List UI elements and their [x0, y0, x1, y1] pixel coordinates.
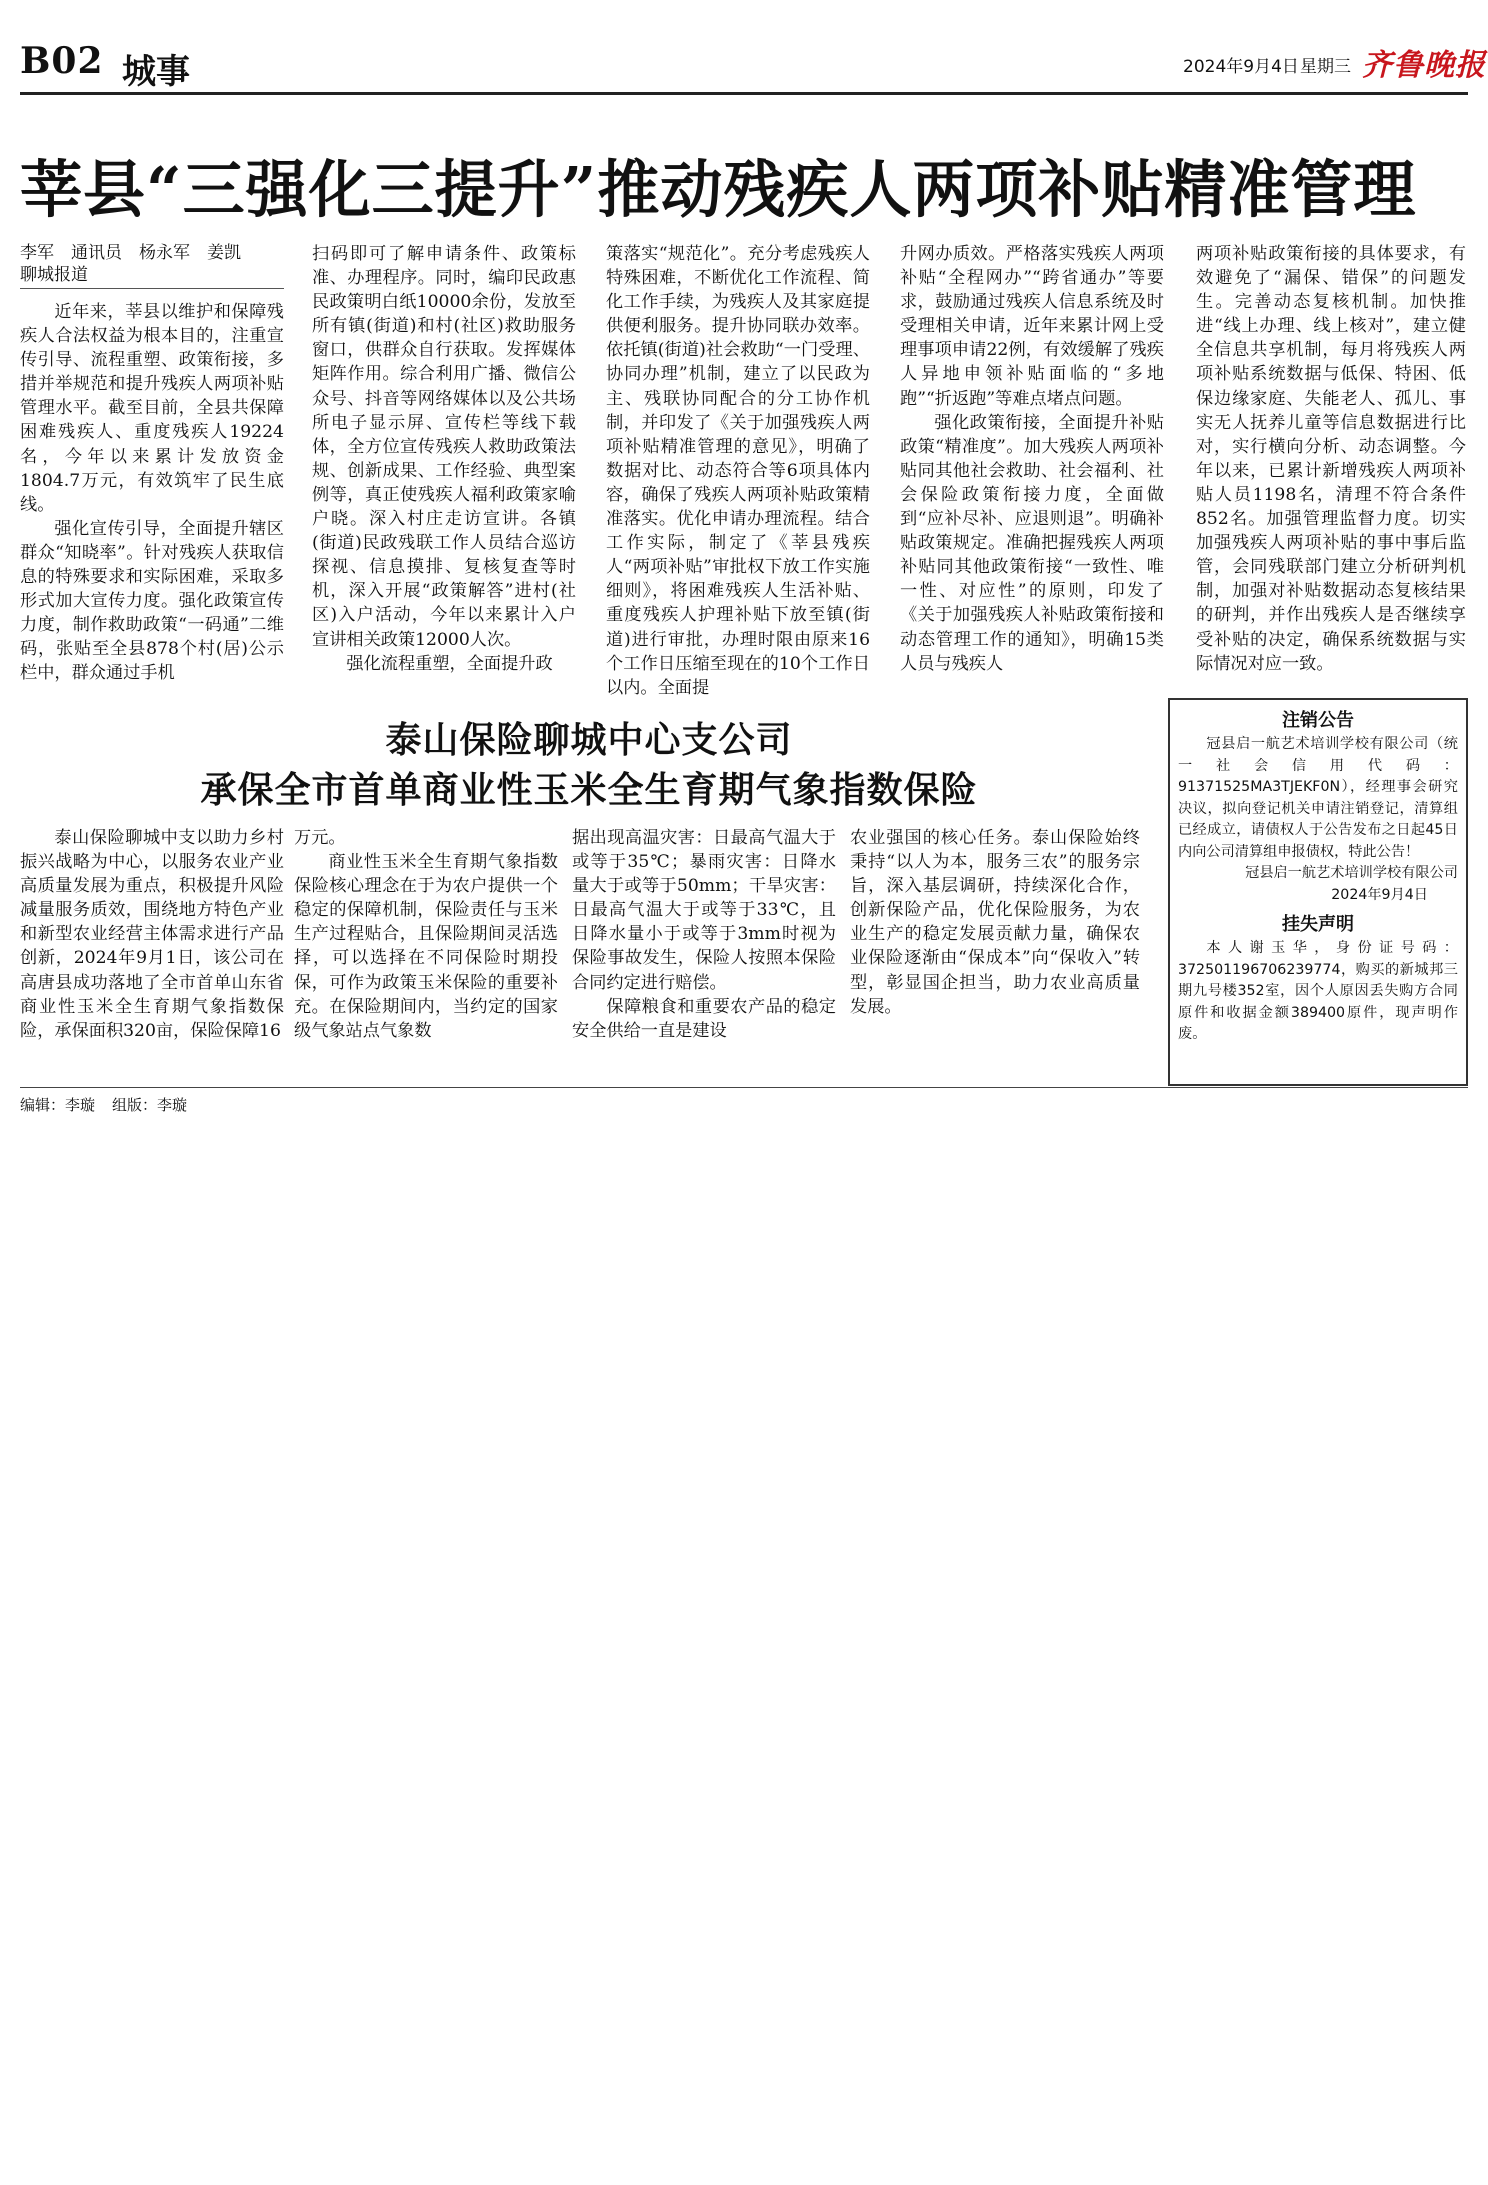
lost-notice-body: [1178, 938, 1458, 1046]
cancellation-notice-body: [1178, 734, 1458, 863]
article-column: [294, 826, 558, 1076]
paragraph: 策落实“规范化”。充分考虑残疾人特殊困难，不断优化工作流程、简化工作手续，为残疾人及其家庭提供便利服务。提升协同联办效率。依托镇(街道)社会救助“一门受理、协同办理”机制，建立了以民政为主、残联协同配合的分工协作机制，并印发了《关于加强残疾人两项补贴精准管理的意见》，明确了数据对比、动态符合等6项具体内容，确保了残疾人两项补贴政策精准落实。优化申请办理流程。结合工作实际，制定了《莘县残疾人“两项补贴”审批权下放工作实施细则》，将困难残疾人生活补贴、重度残疾人护理补贴下放至镇(街道)进行审批，办理时限由原来16个工作日压缩至现在的10个工作日以内。全面提: [606, 244, 870, 698]
paragraph: 两项补贴政策衔接的具体要求，有效避免了“漏保、错保”的问题发生。完善动态复核机制。加快推进“线上办理、线上核对”，建立健全信息共享机制，每月将残疾人两项补贴系统数据与低保、特困、低保边缘家庭、失能老人、孤儿、事实无人抚养儿童等信息数据进行比对，实行横向分析、动态调整。今年以来，已累计新增残疾人两项补贴人员1198名，清理不符合条件852名。加强管理监督力度。切实加强残疾人两项补贴的事中事后监管，会同残联部门建立分析研判机制，加强对补贴数据动态复核结果的研判，并作出残疾人是否继续享受补贴的决定，确保系统数据与实际情况对应一致。: [1196, 244, 1466, 674]
cancellation-notice-signer: 冠县启一航艺术培训学校有限公司: [1245, 865, 1458, 881]
paragraph: 商业性玉米全生育期气象指数保险核心理念在于为农户提供一个稳定的保障机制，保险责任与玉米生产过程贴合，且保险期间灵活选择，可以选择在不同保险时期投保，可作为政策玉米保险的重要补充。在保险期间内，当约定的国家级气象站点气象数: [294, 852, 558, 1041]
paragraph: 万元。: [294, 828, 346, 848]
article-headline-line2: 承保全市首单商业性玉米全生育期气象指数保险: [200, 769, 978, 811]
article-headline: 莘县“三强化三提升”推动残疾人两项补贴精准管理: [20, 153, 1417, 226]
paragraph: 据出现高温灾害：日最高气温大于或等于35℃；暴雨灾害：日降水量大于或等于50mm；干旱灾害：日最高气温大于或等于33℃，且日降水量小于或等于3mm时视为保险事故发生，保险人按照本保险合同约定进行赔偿。: [572, 828, 836, 993]
header-divider: [20, 92, 1468, 95]
paragraph: 强化政策衔接，全面提升补贴政策“精准度”。加大残疾人两项补贴同其他社会救助、社会福利、社会保险政策衔接力度，全面做到“应补尽补、应退则退”。明确补贴政策规定。准确把握残疾人两项补贴同其他政策衔接“一致性、唯一性、对应性”的原则，印发了《关于加强残疾人补贴政策衔接和动态管理工作的通知》，明确15类人员与残疾人: [900, 412, 1164, 674]
article-column: [572, 826, 836, 1076]
cancellation-notice-title: 注销公告: [1282, 710, 1354, 731]
newspaper-logo: 齐鲁晚报: [1362, 48, 1486, 83]
footer-layout: 组版：李璇: [112, 1096, 188, 1114]
paragraph: 冠县启一航艺术培训学校有限公司（统一社会信用代码：91371525MA3TJEKF0N），经理事会研究决议，拟向登记机关申请注销登记，清算组已经成立，请债权人于公告发布之日起45日内向公司清算组申报债权，特此公告！: [1178, 736, 1458, 860]
article-column: [312, 242, 576, 678]
article-column: [20, 300, 284, 684]
paragraph: 本人谢玉华，身份证号码：372501196706239774，购买的新城邦三期九号楼352室，因个人原因丢失购方合同原件和收据金额389400原件，现声明作废。: [1178, 940, 1458, 1042]
issue-date: 2024年9月4日: [1183, 57, 1299, 77]
article-headline-line1: 泰山保险聊城中心支公司: [385, 719, 793, 761]
footer-editor: 编辑：李璇: [20, 1096, 96, 1114]
paragraph: 泰山保险聊城中支以助力乡村振兴战略为中心，以服务农业产业高质量发展为重点，积极提升风险减量服务质效，围绕地方特色产业和新型农业经营主体需求进行产品创新，2024年9月1日，该公司在高唐县成功落地了全市首单山东省商业性玉米全生育期气象指数保险，承保面积320亩，保险保障16: [20, 828, 284, 1041]
paragraph: 强化宣传引导，全面提升辖区群众“知晓率”。针对残疾人获取信息的特殊要求和实际困难，采取多形式加大宣传力度。强化政策宣传力度，制作救助政策“一码通”二维码，张贴至全县878个村(居)公示栏中，群众通过手机: [20, 518, 284, 684]
paragraph: 保障粮食和重要农产品的稳定安全供给一直是建设: [572, 996, 836, 1041]
paragraph: 近年来，莘县以维护和保障残疾人合法权益为根本目的，注重宣传引导、流程重塑、政策衔接，多措并举规范和提升残疾人两项补贴管理水平。截至目前，全县共保障困难残疾人、重度残疾人19224名，今年以来累计发放资金1804.7万元，有效筑牢了民生底线。: [20, 302, 284, 515]
article-column: [606, 242, 870, 698]
byline-authors: 李军 通讯员 杨永军 姜凯: [20, 243, 241, 263]
page-number: B02: [20, 40, 104, 82]
cancellation-notice-date: 2024年9月4日: [1331, 886, 1428, 903]
footer-divider: [20, 1087, 1468, 1088]
notice-box: [1168, 698, 1468, 1086]
paragraph: 升网办质效。严格落实残疾人两项补贴“全程网办”“跨省通办”等要求，鼓励通过残疾人信息系统及时受理相关申请，近年来累计网上受理事项申请22例，有效缓解了残疾人异地申领补贴面临的“多地跑”“折返跑”等难点堵点问题。: [900, 244, 1164, 409]
paragraph: 扫码即可了解申请条件、政策标准、办理程序。同时，编印民政惠民政策明白纸10000余份，发放至所有镇(街道)和村(社区)救助服务窗口，供群众自行获取。发挥媒体矩阵作用。综合利用广播、微信公众号、抖音等网络媒体以及公共场所电子显示屏、宣传栏等线下载体，全方位宣传残疾人救助政策法规、创新成果、工作经验、典型案例等，真正使残疾人福利政策家喻户晓。深入村庄走访宣讲。各镇(街道)民政残联工作人员结合巡访探视、信息摸排、复核复查等时机，深入开展“政策解答”进村(社区)入户活动，今年以来累计入户宣讲相关政策12000人次。: [312, 244, 576, 650]
section-name: 城事: [122, 52, 190, 92]
lost-notice-title: 挂失声明: [1282, 914, 1354, 935]
paragraph: 农业强国的核心任务。泰山保险始终秉持“以人为本，服务三农”的服务宗旨，深入基层调研，持续深化合作，创新保险产品，优化保险服务，为农业生产的稳定发展贡献力量，确保农业保险逐渐由“保成本”向“保收入”转型，彰显国企担当，助力农业高质量发展。: [850, 828, 1140, 1017]
issue-weekday: 星期三: [1300, 57, 1351, 77]
paragraph: 强化流程重塑，全面提升政: [346, 653, 553, 674]
article-column: [20, 826, 284, 1076]
article-column: [850, 826, 1140, 1076]
byline-location: 聊城报道: [20, 265, 88, 285]
byline-divider: [20, 288, 284, 289]
article-column: [1196, 242, 1466, 678]
article-column: [900, 242, 1164, 678]
